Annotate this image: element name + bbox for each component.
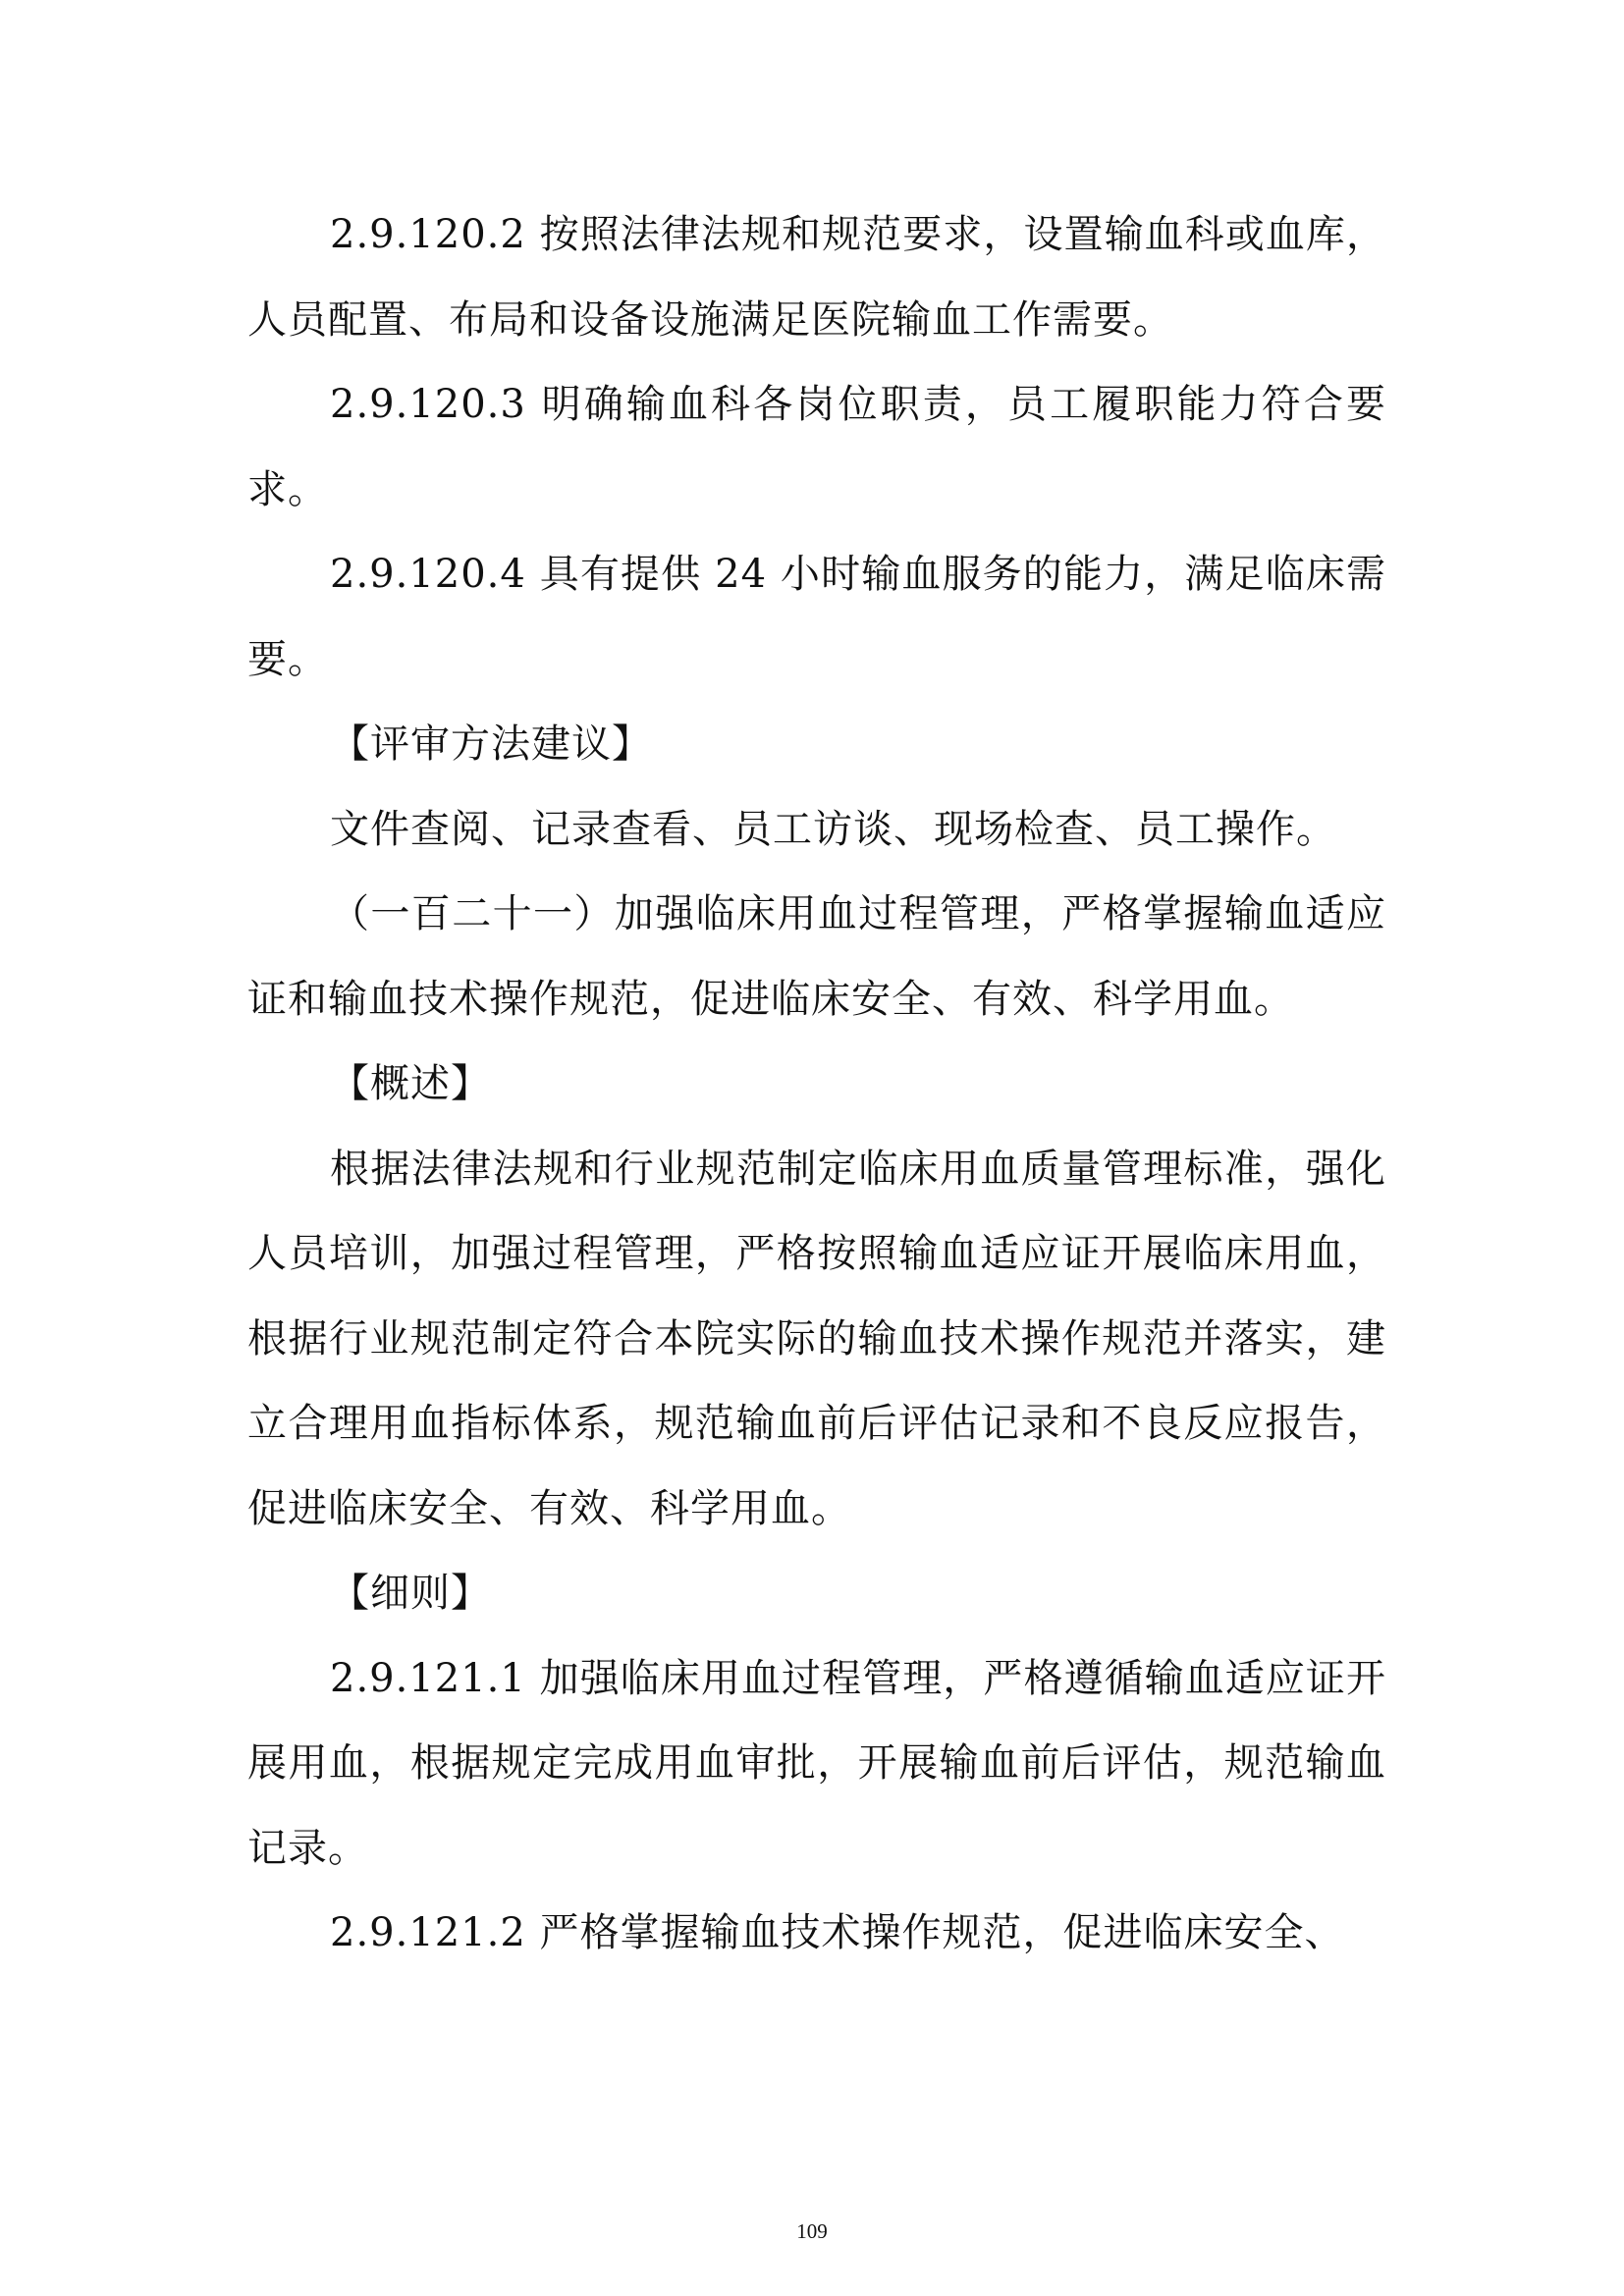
clause-2-9-121-2: 2.9.121.2 严格掌握输血技术操作规范，促进临床安全、 (330, 1910, 1345, 1955)
clause-2-9-120-2: 2.9.120.2 按照法律法规和规范要求，设置输血科或血库，人员配置、布局和设备设施满足医院输血工作需要。 (247, 212, 1386, 343)
clause-2-9-120-3: 2.9.120.3 明确输血科各岗位职责，员工履职能力符合要求。 (247, 382, 1386, 512)
heading-overview: 【概述】 (330, 1061, 491, 1106)
heading-review-method: 【评审方法建议】 (330, 721, 652, 767)
clause-2-9-121-1: 2.9.121.1 加强临床用血过程管理，严格遵循输血适应证开展用血，根据规定完成用血审批，开展输血前后评估，规范输血记录。 (247, 1655, 1386, 1871)
document-body (247, 192, 1386, 1976)
clause-2-9-120-4: 2.9.120.4 具有提供 24 小时输血服务的能力，满足临床需要。 (247, 552, 1386, 682)
page-number: 109 (796, 2219, 828, 2243)
section-121-title: （一百二十一）加强临床用血过程管理，严格掌握输血适应证和输血技术操作规范，促进临床安全、有效、科学用血。 (247, 891, 1386, 1022)
heading-details: 【细则】 (330, 1571, 491, 1616)
review-method-text: 文件查阅、记录查看、员工访谈、现场检查、员工操作。 (330, 806, 1336, 852)
overview-text: 根据法律法规和行业规范制定临床用血质量管理标准，强化人员培训，加强过程管理，严格按照输血适应证开展临床用血，根据行业规范制定符合本院实际的输血技术操作规范并落实，建立合理用血指标体系，规范输血前后评估记录和不良反应报告，促进临床安全、有效、科学用血。 (247, 1146, 1386, 1531)
